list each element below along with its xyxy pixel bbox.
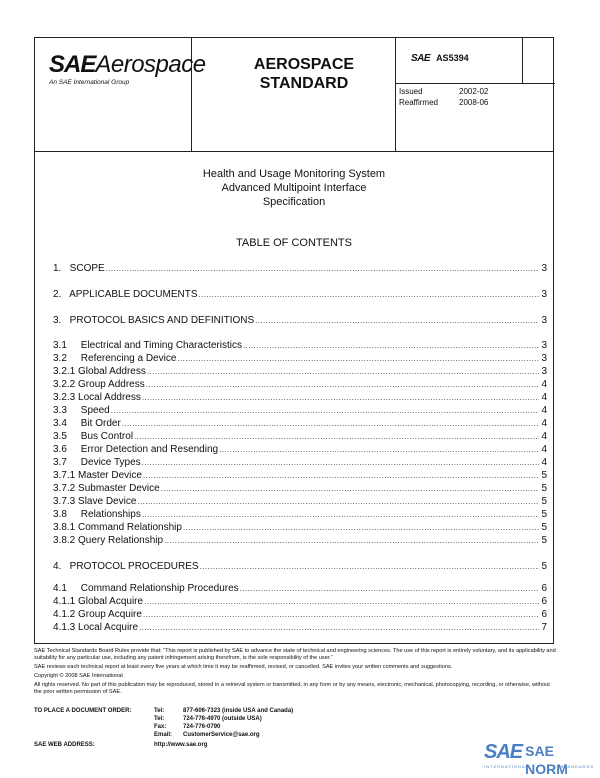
document-title: Health and Usage Monitoring System Advanced Multipoint Interface Specification bbox=[202, 168, 386, 208]
toc-entry[interactable] bbox=[53, 583, 547, 595]
toc-entry-label: 3.7 Device Types bbox=[53, 457, 141, 468]
toc-entry-page: 7 bbox=[541, 622, 547, 633]
toc-entry-page: 6 bbox=[541, 596, 547, 607]
toc-entry-label: 3.2.2 Group Address bbox=[53, 379, 145, 390]
logo-tagline: An SAE International Group bbox=[49, 79, 130, 86]
toc-entry-label: 4.1.1 Global Acquire bbox=[53, 596, 144, 607]
toc-entry-label: 3.6 Error Detection and Resending bbox=[53, 444, 219, 455]
toc-entry-label: 3.2.3 Local Address bbox=[53, 392, 141, 403]
toc-entry-label: 3. PROTOCOL BASICS AND DEFINITIONS bbox=[53, 315, 255, 326]
toc-entry[interactable] bbox=[53, 392, 547, 404]
toc-entry[interactable] bbox=[53, 535, 547, 547]
toc-leader-dots bbox=[177, 353, 539, 365]
toc-entry[interactable] bbox=[53, 483, 547, 495]
toc-entry[interactable] bbox=[53, 596, 547, 608]
toc-entry-label: 3.3 Speed bbox=[53, 405, 110, 416]
email-link[interactable]: CustomerService@sae.org bbox=[183, 732, 260, 738]
toc-entry[interactable] bbox=[53, 379, 547, 391]
toc-entry-label: 3.7.1 Master Device bbox=[53, 470, 142, 481]
header-divider-4 bbox=[395, 83, 555, 84]
toc-leader-dots bbox=[255, 315, 539, 327]
header-bottom-rule bbox=[35, 151, 553, 152]
toc-entry-label: 4.1.3 Local Acquire bbox=[53, 622, 139, 633]
toc-entry[interactable] bbox=[53, 457, 547, 469]
toc-entry-page: 3 bbox=[541, 340, 547, 351]
toc-entry-page: 6 bbox=[541, 609, 547, 620]
toc-entry[interactable] bbox=[53, 418, 547, 430]
toc-entry-label: 2. APPLICABLE DOCUMENTS bbox=[53, 289, 198, 300]
sae-aerospace-logo: SAEAerospace An SAE International Group bbox=[49, 51, 206, 86]
toc-leader-dots bbox=[183, 522, 539, 534]
toc-leader-dots bbox=[164, 535, 539, 547]
toc-entry-label: 4. PROTOCOL PROCEDURES bbox=[53, 561, 199, 572]
toc-leader-dots bbox=[142, 509, 540, 521]
toc-entry[interactable] bbox=[53, 353, 547, 365]
toc-entry[interactable] bbox=[53, 496, 547, 508]
toc-entry[interactable] bbox=[53, 431, 547, 443]
header-divider-2 bbox=[395, 38, 396, 151]
document-header-frame bbox=[34, 37, 554, 644]
toc-entry-page: 4 bbox=[541, 379, 547, 390]
toc-entry-label: 3.8 Relationships bbox=[53, 509, 141, 520]
toc-leader-dots bbox=[161, 483, 540, 495]
web-link[interactable]: http://www.sae.org bbox=[154, 742, 208, 748]
toc-entry-label: 3.8.1 Command Relationship bbox=[53, 522, 182, 533]
toc-entry-page: 6 bbox=[541, 583, 547, 594]
toc-leader-dots bbox=[147, 366, 540, 378]
toc-entry[interactable] bbox=[53, 315, 547, 327]
toc-leader-dots bbox=[200, 561, 540, 573]
toc-entry[interactable] bbox=[53, 522, 547, 534]
toc-entry-page: 3 bbox=[541, 315, 547, 326]
toc-entry[interactable] bbox=[53, 340, 547, 352]
toc-entry-page: 3 bbox=[541, 366, 547, 377]
toc-entry-label: 3.1 Electrical and Timing Characteristics bbox=[53, 340, 242, 351]
toc-leader-dots bbox=[219, 444, 539, 456]
toc-entry[interactable] bbox=[53, 609, 547, 621]
toc-entry-page: 4 bbox=[541, 431, 547, 442]
toc-entry[interactable] bbox=[53, 366, 547, 378]
header-divider-3 bbox=[522, 38, 523, 83]
toc-entry-label: 3.2 Referencing a Device bbox=[53, 353, 177, 364]
toc-leader-dots bbox=[142, 392, 540, 404]
toc-entry-label: 3.4 Bit Order bbox=[53, 418, 121, 429]
legal-footer: SAE Technical Standards Board Rules provide that: “This report is published by SAE to advance the state of technical and engineering sciences. The use of this report is entirely voluntary, and its applicability and suitability for any particular use, including any patent infringement arising therefrom, is the sole responsibility of the user.” SAE reviews each technical report at least every five years at which time it may be reaffirmed, revised, or cancelled. SAE invites your written comments and suggestions. Copyright © 2008 SAE International All rights reserved. No part of this publication may be reproduced, stored in a retrieval system or transmitted, in any form or by any means, electronic, mechanical, photocopying, recording, or otherwise, without the prior written permission of SAE. bbox=[34, 648, 556, 695]
toc-entry-label: 4.1 Command Relationship Procedures bbox=[53, 583, 239, 594]
toc-entry-page: 5 bbox=[541, 509, 547, 520]
toc-leader-dots bbox=[143, 470, 540, 482]
toc-leader-dots bbox=[146, 379, 540, 391]
toc-entry-page: 3 bbox=[541, 289, 547, 300]
toc-entry[interactable] bbox=[53, 263, 547, 275]
toc-entry-label: 1. SCOPE bbox=[53, 263, 105, 274]
contact-info: TO PLACE A DOCUMENT ORDER: Tel: 877-606-7323 (inside USA and Canada) Tel: 724-776-4970 (outside USA) Fax: 724-776-0790 Email: CustomerService@sae.org SAE WEB ADDRESS: http://www.sae.org bbox=[34, 708, 294, 748]
toc-entry-label: 4.1.2 Group Acquire bbox=[53, 609, 142, 620]
toc-leader-dots bbox=[106, 263, 540, 275]
aerospace-standard-title: AEROSPACE STANDARD bbox=[253, 56, 355, 92]
toc-entry-page: 4 bbox=[541, 457, 547, 468]
toc-leader-dots bbox=[144, 596, 539, 608]
toc-entry-page: 5 bbox=[541, 483, 547, 494]
toc-entry-label: 3.2.1 Global Address bbox=[53, 366, 146, 377]
toc-entry-page: 3 bbox=[541, 263, 547, 274]
toc-entry[interactable] bbox=[53, 622, 547, 634]
toc-leader-dots bbox=[143, 609, 539, 621]
document-number: SAE AS5394 bbox=[411, 53, 469, 64]
toc-entry[interactable] bbox=[53, 561, 547, 573]
toc-entry[interactable] bbox=[53, 405, 547, 417]
toc-leader-dots bbox=[199, 289, 540, 301]
toc-entry-page: 5 bbox=[541, 522, 547, 533]
toc-leader-dots bbox=[240, 583, 540, 595]
toc-leader-dots bbox=[134, 431, 539, 443]
issue-dates: Issued 2002-02 Reaffirmed 2008-06 bbox=[399, 87, 489, 107]
toc-entry-page: 5 bbox=[541, 561, 547, 572]
toc-entry-page: 4 bbox=[541, 392, 547, 403]
sae-norm-logo: SAE SAE NORM INTERNATIONAL STANDARDS bbox=[484, 741, 594, 777]
toc-entry[interactable] bbox=[53, 509, 547, 521]
toc-entry-page: 4 bbox=[541, 444, 547, 455]
toc-entry-page: 4 bbox=[541, 405, 547, 416]
toc-leader-dots bbox=[137, 496, 539, 508]
toc-leader-dots bbox=[243, 340, 539, 352]
toc-entry-page: 3 bbox=[541, 353, 547, 364]
toc-entry-page: 5 bbox=[541, 535, 547, 546]
toc-entry[interactable] bbox=[53, 289, 547, 301]
toc-entry-page: 5 bbox=[541, 496, 547, 507]
toc-entry-label: 3.8.2 Query Relationship bbox=[53, 535, 164, 546]
toc-entry[interactable] bbox=[53, 444, 547, 456]
toc-entry[interactable] bbox=[53, 470, 547, 482]
toc-entry-label: 3.5 Bus Control bbox=[53, 431, 134, 442]
toc-entry-page: 5 bbox=[541, 470, 547, 481]
toc-leader-dots bbox=[139, 622, 539, 634]
toc-entry-label: 3.7.3 Slave Device bbox=[53, 496, 137, 507]
toc-entry-page: 4 bbox=[541, 418, 547, 429]
toc-leader-dots bbox=[111, 405, 540, 417]
toc-heading: TABLE OF CONTENTS bbox=[236, 237, 352, 249]
toc-leader-dots bbox=[142, 457, 540, 469]
toc-leader-dots bbox=[122, 418, 540, 430]
toc-entry-label: 3.7.2 Submaster Device bbox=[53, 483, 160, 494]
